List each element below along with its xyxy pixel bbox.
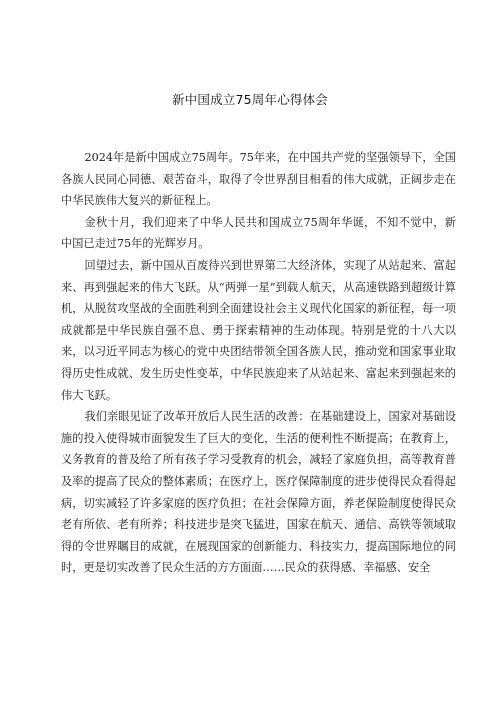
paragraph-1: 2024年是新中国成立75周年。75年来，在中国共产党的坚强领导下，全国各族人民同心同德、艰苦奋斗，取得了令世界刮目相看的伟大成就，正阔步走在中华民族伟大复兴的新征程上。 [61, 151, 456, 208]
paragraph-4: 我们亲眼见证了改革开放后人民生活的改善：在基础建设上，国家对基础设施的投入使得城市面貌发生了巨大的变化，生活的便利性不断提高；在教育上，义务教育的普及给了所有孩子学习受教育的机会，减轻了家庭负担，高等教育普及率的提高了民众的整体素质；在医疗上，医疗保障制度的进步使得民众看得起病，切实减轻了许多家庭的医疗负担；在社会保障方面，养老保险制度使得民众老有所依、老有所养；科技进步是突飞猛进，国家在航天、通信、高铁等领域取得的令世界瞩目的成就，在展现国家的创新能力、科技实力，提高国际地位的同时，更是切实改善了民众生活的方方面面……民众的获得感、幸福感、安全 [61, 410, 456, 575]
document-body [61, 147, 456, 579]
paragraph-2: 金秋十月，我们迎来了中华人民共和国成立75周年华诞，不知不觉中，新中国已走过75年的光辉岁月。 [61, 215, 456, 251]
document-title: 新中国成立75周年心得体会 [171, 92, 328, 107]
paragraph-3: 回望过去，新中国从百废待兴到世界第二大经济体，实现了从站起来、富起来、再到强起来的伟大飞跃。从“两弹一星”到载人航天，从高速铁路到超级计算机，从脱贫攻坚战的全面胜利到全面建设社会主义现代化国家的新征程，每一项成就都是中华民族自强不息、勇于探索精神的生动体现。特别是党的十八大以来，以习近平同志为核心的党中央团结带领全国各族人民，推动党和国家事业取得历史性成就、发生历史性变革，中华民族迎来了从站起来、富起来到强起来的伟大飞跃。 [61, 258, 456, 402]
